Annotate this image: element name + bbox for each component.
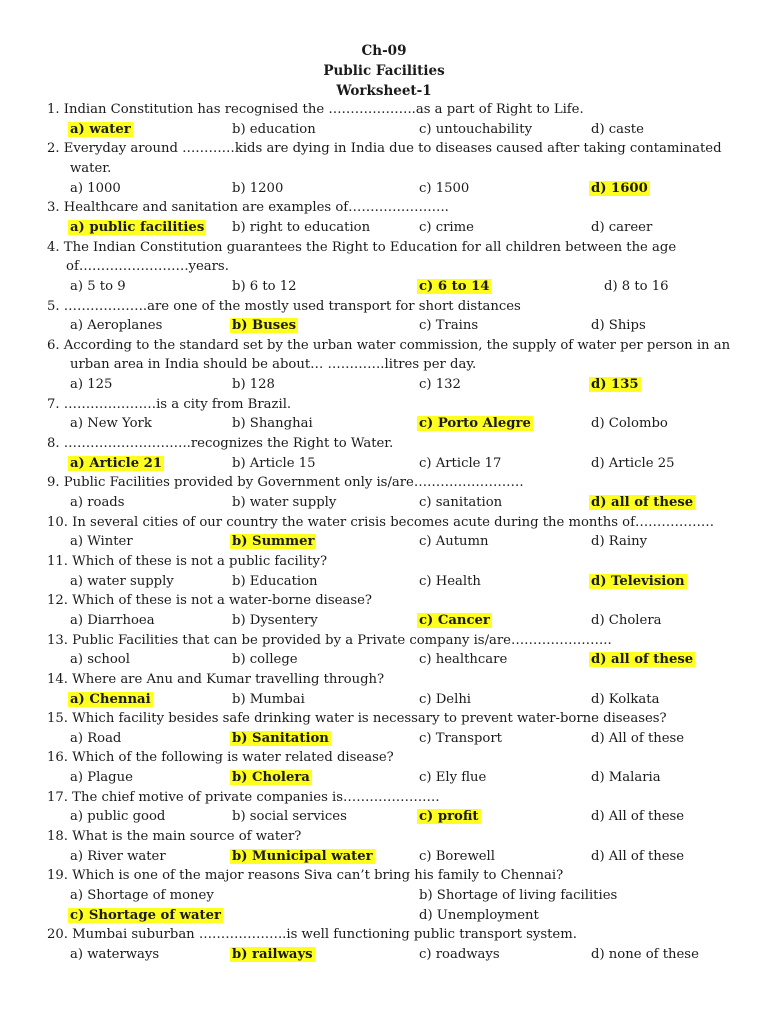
answer-option: a) public good <box>70 809 166 825</box>
question-text: 7. …………………is a city from Brazil. <box>47 396 292 412</box>
question-text: 11. Which of these is not a public facility? <box>47 553 328 569</box>
answer-option-highlighted: c) Porto Alegre <box>419 416 531 432</box>
answer-option: a) waterways <box>70 946 160 962</box>
answer-option-highlighted: a) public facilities <box>70 219 205 235</box>
answer-option: a) Shortage of money <box>70 888 214 903</box>
answer-option: b) Article 15 <box>232 455 316 471</box>
question-text-continued: water. <box>70 160 112 176</box>
question-text: 12. Which of these is not a water-borne disease? <box>47 593 372 609</box>
answer-option: b) right to education <box>232 219 371 235</box>
answer-option: b) 6 to 12 <box>232 278 297 294</box>
question-text: 6. According to the standard set by the urban water commission, the supply of water per person in an <box>47 337 731 353</box>
answer-option: d) All of these <box>591 848 685 864</box>
answer-option: c) crime <box>419 219 474 235</box>
answer-option: a) 5 to 9 <box>70 278 126 294</box>
answer-option-highlighted: b) Buses <box>232 318 297 334</box>
answer-option: b) 1200 <box>232 180 284 196</box>
question-text: 19. Which is one of the major reasons Siva can’t bring his family to Chennai? <box>47 868 564 884</box>
answer-option: a) Diarrhoea <box>70 612 155 628</box>
question-text: 20. Mumbai suburban ………………..is well functioning public transport system. <box>47 927 577 943</box>
answer-option: d) Malaria <box>591 770 661 786</box>
answer-option-highlighted: b) Sanitation <box>232 730 329 746</box>
answer-option: c) Ely flue <box>419 770 487 786</box>
answer-option-highlighted: a) water <box>70 121 131 137</box>
answer-option: b) Mumbai <box>232 691 305 707</box>
answer-option: c) Autumn <box>419 534 489 550</box>
answer-option: d) caste <box>591 121 644 137</box>
answer-option: b) water supply <box>232 495 337 510</box>
answer-option: a) Plague <box>70 770 133 786</box>
answer-option: d) Article 25 <box>591 455 675 471</box>
answer-option-highlighted: d) 1600 <box>591 180 648 196</box>
answer-option: b) education <box>232 121 316 137</box>
answer-option-highlighted: b) railways <box>232 946 313 962</box>
answer-option: d) Colombo <box>591 416 668 432</box>
answer-option-highlighted: c) Shortage of water <box>70 907 221 923</box>
answer-option: a) water supply <box>70 573 174 589</box>
answer-option: d) Ships <box>591 318 646 334</box>
answer-option-highlighted: d) 135 <box>591 377 639 393</box>
answer-option-highlighted: c) 6 to 14 <box>419 278 490 294</box>
answer-option: a) Aeroplanes <box>70 318 163 334</box>
question-text: 17. The chief motive of private companies is…………………. <box>47 789 440 805</box>
answer-option: c) Borewell <box>419 848 495 864</box>
answer-option: c) healthcare <box>419 652 508 668</box>
answer-option-highlighted: d) all of these <box>591 495 694 510</box>
answer-option: b) Shortage of living facilities <box>419 888 618 903</box>
answer-option: d) 8 to 16 <box>604 278 669 294</box>
chapter-heading: Ch-09 <box>361 43 407 59</box>
answer-option: c) Health <box>419 573 481 589</box>
question-text: 4. The Indian Constitution guarantees the Right to Education for all children between the age <box>47 239 677 255</box>
answer-option: c) Article 17 <box>419 455 502 471</box>
answer-option: a) Road <box>70 730 122 746</box>
answer-option-highlighted: c) profit <box>419 809 479 825</box>
question-text: 18. What is the main source of water? <box>47 829 302 845</box>
answer-option: d) Rainy <box>591 534 648 550</box>
question-text: 5. ……………….are one of the mostly used transport for short distances <box>47 298 521 314</box>
question-text: 10. In several cities of our country the water crisis becomes acute during the months of……………… <box>47 514 715 530</box>
answer-option: a) 1000 <box>70 180 121 196</box>
answer-option-highlighted: c) Cancer <box>419 612 490 628</box>
answer-option: b) 128 <box>232 377 275 393</box>
answer-option: c) sanitation <box>419 495 503 510</box>
answer-option: d) All of these <box>591 809 685 825</box>
page-title: Public Facilities <box>323 63 445 79</box>
answer-option: a) 125 <box>70 377 113 393</box>
question-text: 8. ………………………..recognizes the Right to Water. <box>47 436 394 452</box>
answer-option: b) social services <box>232 809 347 825</box>
answer-option: a) roads <box>70 495 125 510</box>
answer-option-highlighted: b) Summer <box>232 534 315 550</box>
answer-option: a) New York <box>70 416 152 432</box>
answer-option: c) 132 <box>419 377 461 393</box>
worksheet-heading: Worksheet-1 <box>336 83 432 99</box>
answer-option: c) untouchability <box>419 121 533 137</box>
answer-option: d) Kolkata <box>591 691 660 707</box>
answer-option: a) Winter <box>70 534 133 550</box>
answer-option: b) Dysentery <box>232 612 318 628</box>
question-text: 3. Healthcare and sanitation are examples of………………….. <box>47 200 449 216</box>
answer-option: d) career <box>591 219 653 235</box>
answer-option: d) Unemployment <box>419 907 539 923</box>
answer-option: b) college <box>232 652 298 668</box>
answer-option: a) school <box>70 652 130 668</box>
answer-option-highlighted: d) Television <box>591 573 685 589</box>
answer-option-highlighted: a) Article 21 <box>70 455 163 471</box>
answer-option-highlighted: b) Cholera <box>232 770 310 786</box>
answer-option: d) none of these <box>591 946 699 962</box>
question-text: 13. Public Facilities that can be provided by a Private company is/are………………….. <box>47 632 612 648</box>
answer-option: c) roadways <box>419 946 500 962</box>
answer-option: c) 1500 <box>419 180 470 196</box>
question-text: 1. Indian Constitution has recognised the ………………..as a part of Right to Life. <box>47 102 584 117</box>
question-text: 14. Where are Anu and Kumar travelling through? <box>47 671 385 687</box>
question-text-continued: urban area in India should be about… ………….litres per day. <box>70 357 477 373</box>
answer-option-highlighted: a) Chennai <box>70 691 151 707</box>
answer-option: d) All of these <box>591 730 685 746</box>
answer-option: c) Trains <box>419 318 479 334</box>
answer-option: c) Transport <box>419 730 502 746</box>
answer-option-highlighted: b) Municipal water <box>232 848 373 864</box>
question-text: 2. Everyday around …………kids are dying in India due to diseases caused after taking contaminated <box>47 141 722 157</box>
question-text: 16. Which of the following is water related disease? <box>47 750 394 766</box>
question-text: 15. Which facility besides safe drinking water is necessary to prevent water-borne diseases? <box>47 711 667 727</box>
answer-option-highlighted: d) all of these <box>591 652 694 668</box>
question-text: 9. Public Facilities provided by Government only is/are……………………. <box>47 475 524 491</box>
answer-option: c) Delhi <box>419 691 472 707</box>
answer-option: b) Education <box>232 573 318 589</box>
question-text-continued: of…………………….years. <box>66 259 229 275</box>
answer-option: b) Shanghai <box>232 416 313 432</box>
answer-option: a) River water <box>70 848 166 864</box>
answer-option: d) Cholera <box>591 612 662 628</box>
